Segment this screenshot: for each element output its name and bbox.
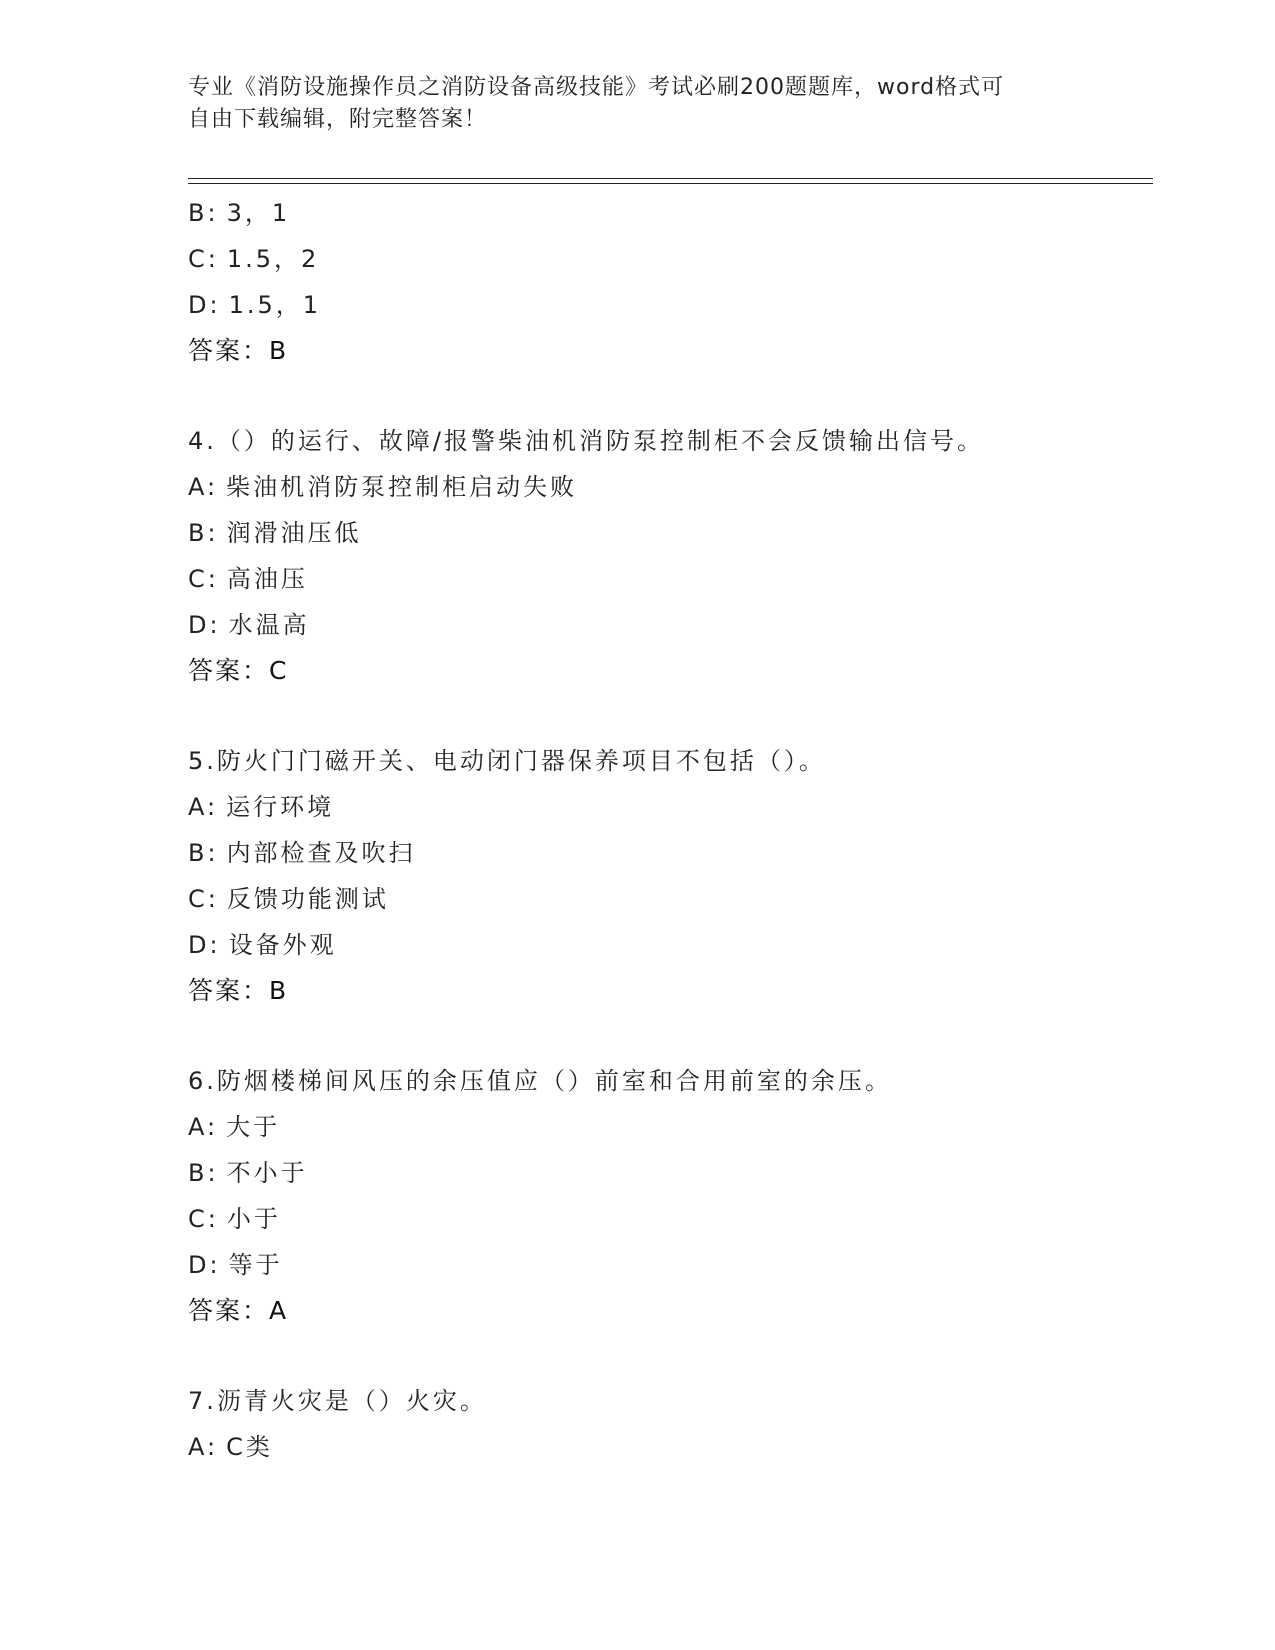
question-stem: 5.防火门门磁开关、电动闭门器保养项目不包括（）。 (188, 747, 826, 775)
option-c: C: 小于 (188, 1205, 281, 1233)
question-7 (188, 1378, 1153, 1470)
option-d: D: 等于 (188, 1251, 283, 1279)
question-5 (188, 738, 1153, 1014)
option-a: A: 大于 (188, 1113, 281, 1141)
header-line-1: 专业《消防设施操作员之消防设备高级技能》考试必刷200题题库，word格式可 (188, 75, 1005, 100)
header-line-2: 自由下载编辑，附完整答案！ (188, 107, 488, 132)
question-list (188, 190, 1153, 1470)
option-a: A: 柴油机消防泵控制柜启动失败 (188, 473, 578, 501)
option-c: C: 高油压 (188, 565, 308, 593)
option-c: C: 1.5，2 (188, 245, 320, 273)
answer-line: 答案：B (188, 336, 289, 365)
question-4 (188, 418, 1153, 694)
option-c: C: 反馈功能测试 (188, 885, 389, 913)
question-partial (188, 190, 1153, 374)
option-b: B: 不小于 (188, 1159, 308, 1187)
option-b: B: 3，1 (188, 199, 291, 227)
option-d: D: 设备外观 (188, 931, 337, 959)
option-a: A: 运行环境 (188, 793, 335, 821)
question-6 (188, 1058, 1153, 1334)
question-stem: 6.防烟楼梯间风压的余压值应（）前室和合用前室的余压。 (188, 1067, 892, 1095)
option-d: D: 1.5，1 (188, 291, 322, 319)
answer-line: 答案：B (188, 976, 289, 1005)
answer-line: 答案：C (188, 656, 289, 685)
document-header (188, 72, 1078, 136)
question-stem: 4.（）的运行、故障/报警柴油机消防泵控制柜不会反馈输出信号。 (188, 427, 984, 455)
answer-line: 答案：A (188, 1296, 289, 1325)
option-a: A: C类 (188, 1433, 273, 1461)
option-b: B: 内部检查及吹扫 (188, 839, 416, 867)
option-b: B: 润滑油压低 (188, 519, 362, 547)
option-d: D: 水温高 (188, 611, 310, 639)
header-divider-top (188, 178, 1153, 179)
question-stem: 7.沥青火灾是（）火灾。 (188, 1387, 487, 1415)
header-divider-bottom (188, 183, 1153, 184)
